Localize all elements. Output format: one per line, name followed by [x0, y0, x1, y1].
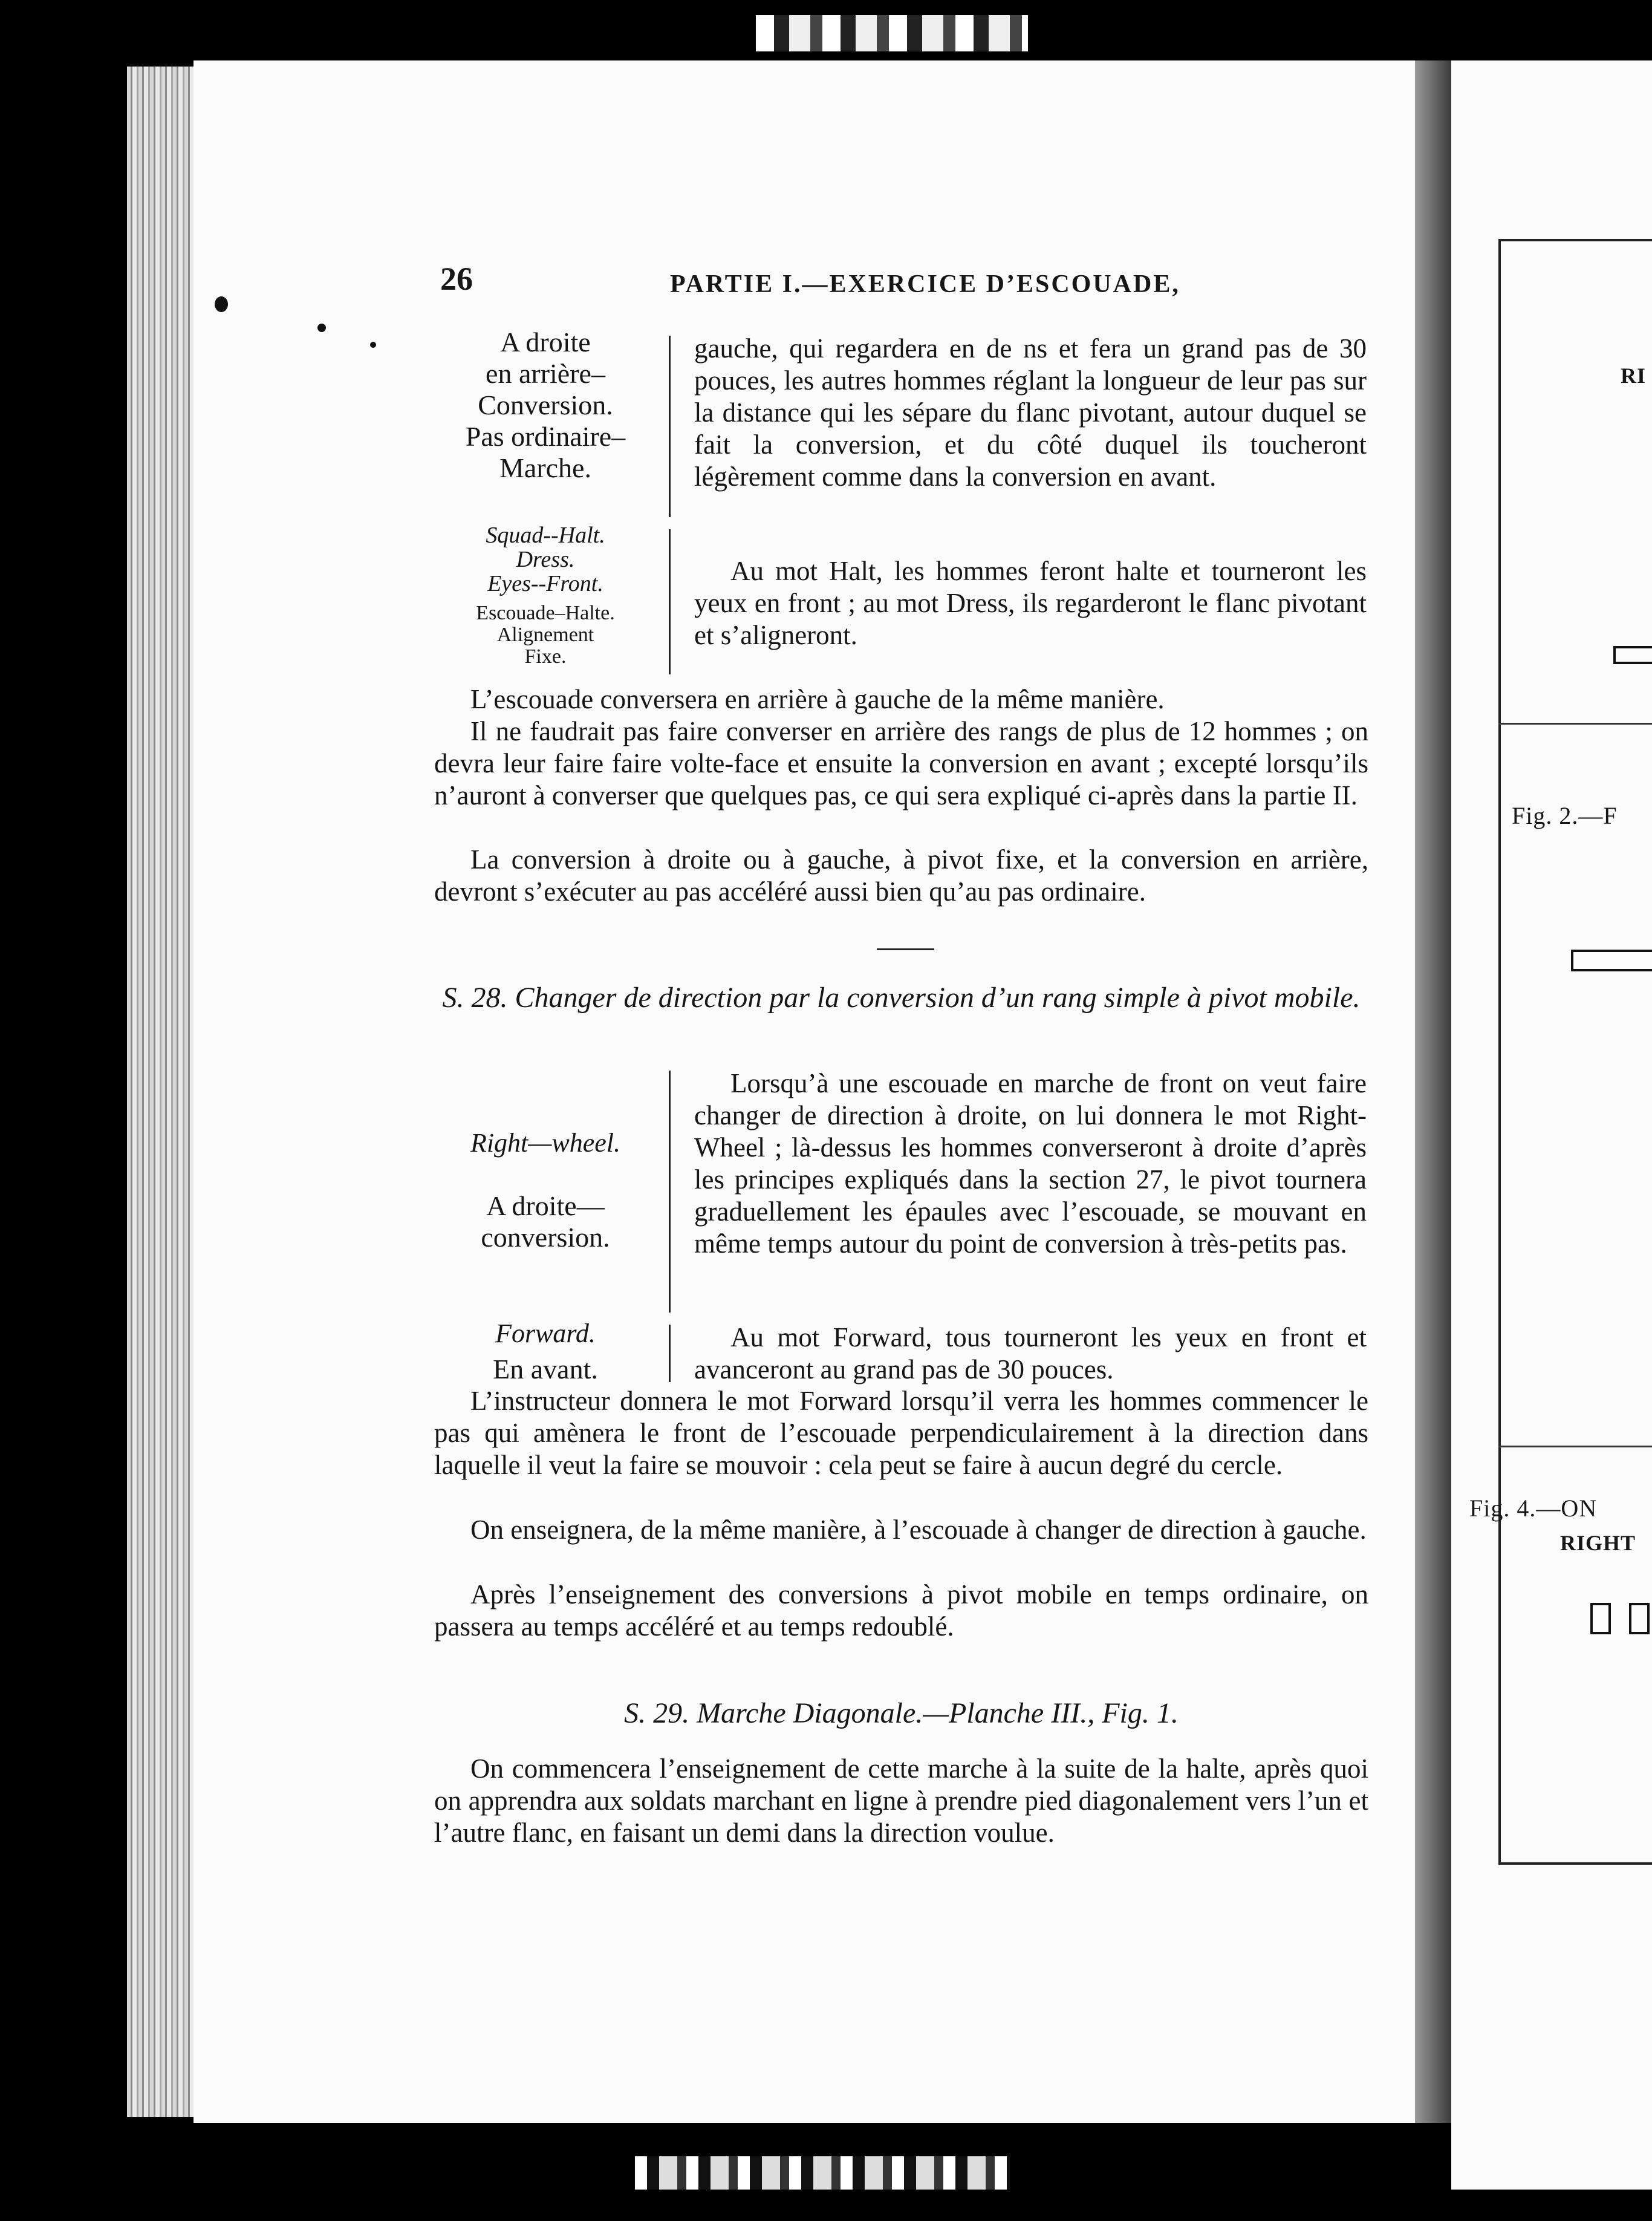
- brace: [669, 529, 685, 674]
- speck: [370, 342, 376, 348]
- plate-divider: [1498, 1446, 1652, 1447]
- margin-line: conversion.: [481, 1222, 610, 1253]
- speck: [317, 324, 326, 332]
- margin-note-forward: Forward.: [495, 1319, 596, 1348]
- margin-line: Pas ordinaire–: [465, 421, 626, 452]
- paragraph-gauche-direction: On enseignera, de la même manière, à l’escouade à changer de direction à gauche.: [470, 1515, 1367, 1545]
- plate-rect: [1571, 950, 1652, 971]
- margin-line: Escouade–Halte.: [476, 602, 615, 624]
- paragraph-gauche: gauche, qui regardera en de ns et fera un grand pas de 30 pouces, les autres hommes réglant la longueur de leur pas sur la distance qui les sépare du flanc pivotant, autour duquel se fait la conversion, et du côté duquel ils toucheront légèrement comme dans la conversion en avant.: [694, 333, 1367, 492]
- margin-line: A droite: [500, 327, 591, 357]
- margin-line: A droite—: [486, 1190, 605, 1221]
- section-rule: [877, 948, 934, 950]
- plate-divider: [1498, 723, 1652, 725]
- paragraph-forward: Au mot Forward, tous tourneront les yeux en front et avanceront au grand pas de 30 pouces.: [694, 1322, 1367, 1384]
- paragraph-halt: Au mot Halt, les hommes feront halte et tourneront les yeux en front ; au mot Dress, ils regarderont le flanc pivotant et s’aligneront.: [694, 556, 1367, 650]
- paragraph-right-wheel: Lorsqu’à une escouade en marche de front on veut faire changer de direction à droite, on lui donnera le mot Right-Wheel ; là-dessus les hommes converseront à droite d’après les principes expliqués dans la section 27, le pivot tournera graduellement les épaules avec l’escouade, se mouvant en même temps autour du point de conversion à très-petits pas.: [694, 1068, 1367, 1259]
- plate-rect: [1590, 1603, 1611, 1634]
- page-number: 26: [440, 261, 473, 297]
- margin-note-a-droite-conversion: [437, 1190, 654, 1253]
- margin-line: Dress.: [516, 547, 575, 572]
- brace: [669, 1325, 685, 1382]
- paragraph-temps: Après l’enseignement des conversions à pivot mobile en temps ordinaire, on passera au temps accéléré et au temps redoublé.: [434, 1579, 1368, 1642]
- book-spine: [0, 0, 127, 2221]
- facing-fig4: Fig. 4.—ON: [1469, 1495, 1598, 1522]
- margin-note-escouade-halte: [437, 602, 654, 668]
- paragraph-instructeur: L’instructeur donnera le mot Forward lorsqu’il verra les hommes commencer le pas qui amènera le front de l’escouade perpendiculairement à la direction dans laquelle il veut la faire se mouvoir : cela peut se faire à aucun degré du cercle.: [434, 1386, 1368, 1480]
- margin-note-squad-halt: [437, 523, 654, 596]
- top-scrap: [756, 15, 1028, 51]
- brace: [669, 1071, 685, 1313]
- margin-note-right-wheel: Right—wheel.: [470, 1128, 621, 1158]
- plate-rect: [1629, 1603, 1650, 1634]
- margin-note-en-avant: En avant.: [493, 1354, 598, 1384]
- margin-line: Conversion.: [478, 390, 613, 420]
- bottom-scrap: [635, 2156, 1010, 2190]
- speck: [215, 296, 228, 312]
- gutter-shadow: [1415, 60, 1451, 2123]
- section-28-title: S. 28. Changer de direction par la conversion d’un rang simple à pivot mobile.: [442, 982, 1361, 1014]
- section-29-title: S. 29. Marche Diagonale.—Planche III., Fig. 1.: [624, 1697, 1179, 1729]
- margin-line: Eyes--Front.: [487, 571, 603, 596]
- margin-line: Fixe.: [524, 645, 567, 668]
- plate-rect: [1613, 646, 1652, 664]
- facing-right: RIGHT: [1560, 1531, 1636, 1555]
- brace: [669, 336, 685, 517]
- paragraph-escouade-gauche: L’escouade conversera en arrière à gauche de la même manière.: [470, 684, 1165, 714]
- facing-fragment: RI: [1621, 364, 1647, 388]
- margin-line: Squad--Halt.: [486, 523, 605, 548]
- margin-line: Marche.: [499, 452, 591, 483]
- margin-line: Alignement: [496, 624, 594, 646]
- facing-fig2: Fig. 2.—F: [1512, 802, 1618, 829]
- paragraph-pivot-fixe: La conversion à droite ou à gauche, à pivot fixe, et la conversion en arrière, devront s’exécuter au pas accéléré aussi bien qu’au pas ordinaire.: [434, 844, 1368, 907]
- margin-line: en arrière–: [486, 358, 605, 389]
- paragraph-rangs: Il ne faudrait pas faire converser en arrière des rangs de plus de 12 hommes ; on devra leur faire faire volte-face et ensuite la conversion en avant ; excepté lorsqu’ils n’auront à converser que quelques pas, ce qui sera expliqué ci-après dans la partie II.: [434, 716, 1368, 810]
- running-title: PARTIE I.—EXERCICE D’ESCOUADE,: [670, 270, 1180, 298]
- paragraph-diagonale: On commencera l’enseignement de cette marche à la suite de la halte, après quoi on apprendra aux soldats marchant en ligne à prendre pied diagonalement vers l’un et l’autre flanc, en faisant un demi dans la direction voulue.: [434, 1753, 1368, 1848]
- page-edges: [127, 67, 193, 2117]
- margin-note-a-droite-arriere: [437, 327, 654, 484]
